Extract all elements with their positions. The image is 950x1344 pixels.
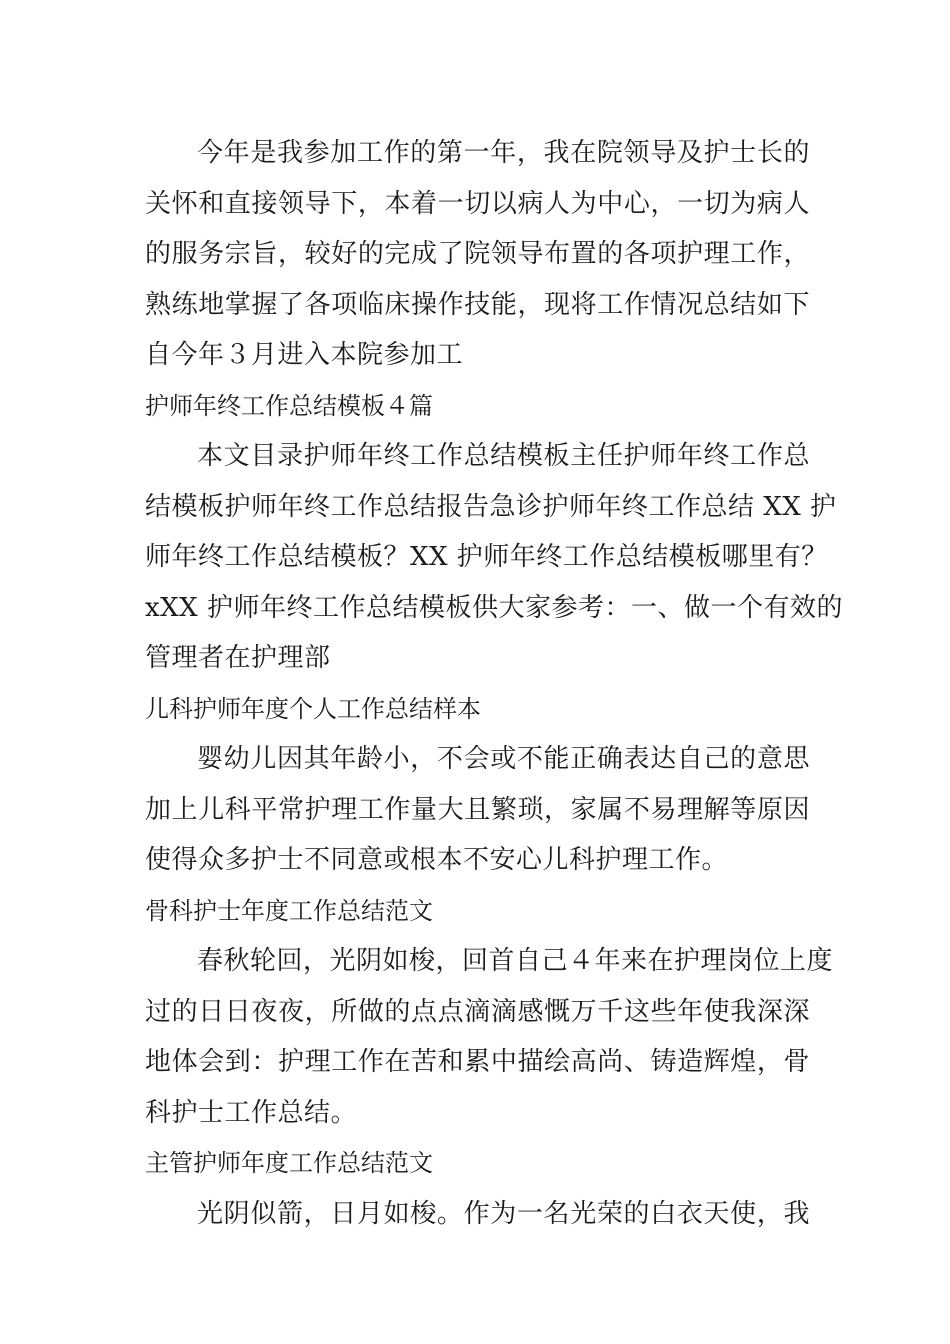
text-line: xXX 护师年终工作总结模板供大家参考：一、做一个有效的 <box>145 592 843 623</box>
text-line: 地体会到：护理工作在苦和累中描绘高尚、铸造辉煌，骨 <box>145 1047 810 1077</box>
section-heading: 主管护师年度工作总结范文 <box>145 1149 433 1177</box>
text-line: 本文目录护师年终工作总结模板主任护师年终工作总 <box>197 441 810 471</box>
text-line: 光阴似箭，日月如梭。作为一名光荣的白衣天使，我 <box>197 1198 810 1229</box>
text-line: 自今年３月进入本院参加工 <box>145 340 464 370</box>
text-line: 师年终工作总结模板？XX 护师年终工作总结模板哪里有？ <box>145 542 828 572</box>
text-line: 关怀和直接领导下，本着一切以病人为中心，一切为病人 <box>145 188 810 219</box>
text-line: 今年是我参加工作的第一年，我在院领导及护士长的 <box>197 138 810 168</box>
text-line: 婴幼儿因其年龄小，不会或不能正确表达自己的意思 <box>197 744 810 774</box>
section-heading: 儿科护师年度个人工作总结样本 <box>145 694 481 723</box>
text-line: 加上儿科平常护理工作量大且繁琐，家属不易理解等原因 <box>145 794 810 825</box>
paragraph <box>145 734 810 886</box>
document-body <box>145 128 843 1239</box>
paragraph <box>145 936 834 1138</box>
text-line: 熟练地掌握了各项临床操作技能，现将工作情况总结如下 <box>145 289 810 320</box>
text-line: 使得众多护士不同意或根本不安心儿科护理工作。 <box>145 845 729 875</box>
text-line: 科护士工作总结。 <box>145 1097 358 1128</box>
text-line: 过的日日夜夜，所做的点点滴滴感慨万千这些年使我深深 <box>145 996 810 1027</box>
text-line: 结模板护师年终工作总结报告急诊护师年终工作总结 XX 护 <box>145 491 837 522</box>
paragraph <box>145 1189 810 1240</box>
text-line: 管理者在护理部 <box>145 643 331 673</box>
section-heading: 骨科护士年度工作总结范文 <box>145 896 433 925</box>
paragraph-intro <box>145 128 810 381</box>
paragraph <box>145 431 843 684</box>
text-line: 春秋轮回，光阴如梭，回首自己４年来在护理岗位上度 <box>197 946 834 976</box>
section-heading: 护师年终工作总结模板４篇 <box>145 391 433 420</box>
text-line: 的服务宗旨，较好的完成了院领导布置的各项护理工作， <box>145 239 810 269</box>
